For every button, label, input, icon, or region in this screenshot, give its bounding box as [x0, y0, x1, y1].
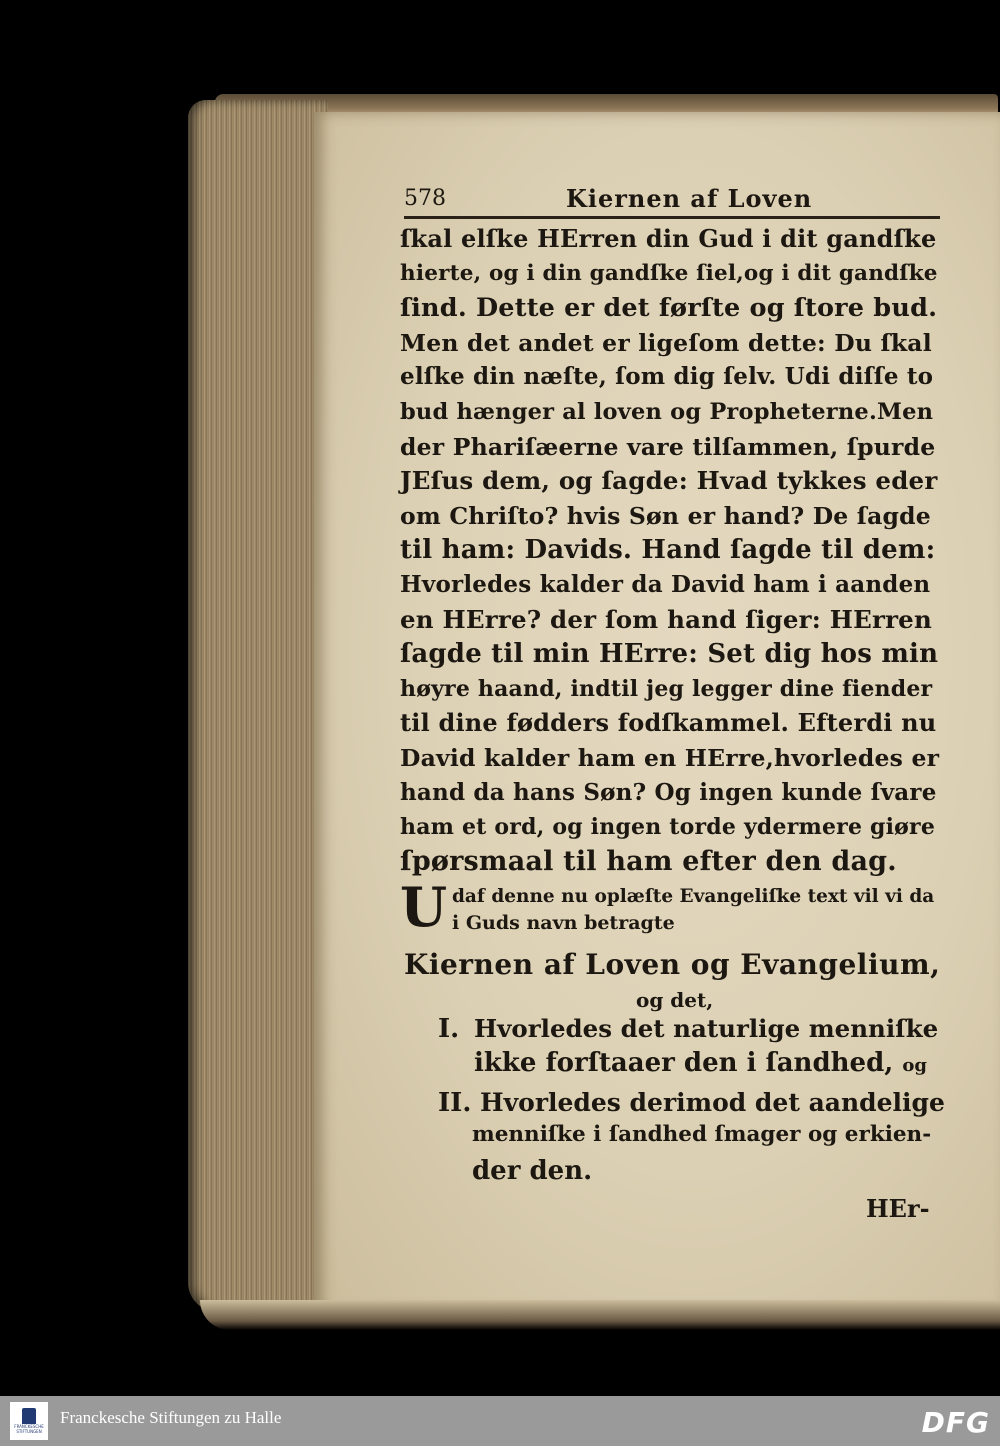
- body-line: en HErre? der ſom hand ſiger: HErren: [400, 604, 932, 634]
- body-line: ſagde til min HErre: Set dig hos min: [400, 639, 939, 670]
- body-line: der Phariſæerne vare tilſammen, ſpurde: [400, 432, 936, 461]
- item-line: Hvorledes derimod det aandelige: [480, 1088, 945, 1117]
- item-number: II.: [438, 1088, 472, 1118]
- intro-line: daf denne nu oplæſte Evangeliſke text vil vi da: [452, 886, 935, 907]
- intro-text: [452, 884, 942, 936]
- body-line: David kalder ham en HErre,hvorledes er: [400, 743, 940, 772]
- body-line: til ham: Davids. Hand ſagde til dem:: [400, 535, 936, 566]
- section-subtitle: og det,: [636, 988, 714, 1012]
- body-line: JEſus dem, og ſagde: Hvad tykkes eder: [400, 466, 938, 496]
- item-line-tail: og: [902, 1055, 927, 1076]
- item-line: Hvorledes det naturlige menniſke: [474, 1014, 939, 1043]
- logo-text-line: FRANCKESCHE: [14, 1424, 44, 1429]
- item-line: menniſke i ſandhed ſmager og erkien-: [472, 1122, 932, 1147]
- body-line: Men det andet er ligeſom dette: Du ſkal: [400, 328, 932, 357]
- book-page-stack: [188, 100, 328, 1312]
- body-line: Hvorledes kalder da David ham i aanden: [400, 570, 931, 598]
- body-line: ſkal elſke HErren din Gud i dit gandſke: [400, 224, 937, 253]
- franckesche-logo: [10, 1402, 48, 1440]
- dfg-logo: DFG: [921, 1406, 990, 1439]
- decorated-initial: U: [400, 875, 448, 939]
- body-line: elſke din næſte, ſom dig ſelv. Udi diſſe to: [400, 363, 934, 391]
- body-line: ſind. Dette er det førſte og ſtore bud.: [400, 293, 938, 324]
- running-head-title: Kiernen af Loven: [566, 184, 813, 213]
- body-line: ſpørsmaal til ham efter den dag.: [400, 845, 897, 877]
- page-number: 578: [404, 186, 446, 211]
- body-line: ham et ord, og ingen torde ydermere giøre: [400, 814, 936, 841]
- running-head: [404, 186, 940, 222]
- body-line: om Chriſto? hvis Søn er hand? De ſagde: [400, 501, 931, 530]
- footer-bar: [0, 1396, 1000, 1446]
- running-head-rule: [404, 216, 940, 219]
- institution-label: Franckesche Stiftungen zu Halle: [60, 1408, 282, 1427]
- body-line: til dine fødders fodſkammel. Efterdi nu: [400, 708, 937, 738]
- catchword: HEr-: [866, 1194, 930, 1223]
- logo-text: [14, 1424, 43, 1434]
- item-line: der den.: [472, 1156, 593, 1186]
- body-line: hand da hans Søn? Og ingen kunde ſvare: [400, 778, 937, 806]
- item-line: [474, 1048, 927, 1078]
- section-title: Kiernen af Loven og Evangelium,: [404, 948, 941, 981]
- body-line: hierte, og i din gandſke ſiel,og i dit gandſke: [400, 260, 938, 286]
- body-line: høyre haand, indtil jeg legger dine fiender: [400, 675, 933, 702]
- building-icon: [22, 1408, 36, 1424]
- intro-line: i Guds navn betragte: [452, 912, 675, 934]
- body-text: [400, 222, 940, 879]
- logo-text-line: STIFTUNGEN: [16, 1429, 42, 1434]
- body-line: bud hænger al loven og Propheterne.Men: [400, 398, 934, 425]
- item-line-text: ikke forſtaaer den i ſandhed,: [474, 1048, 894, 1078]
- book-bottom-edge: [200, 1300, 1000, 1330]
- item-number: I.: [438, 1014, 460, 1044]
